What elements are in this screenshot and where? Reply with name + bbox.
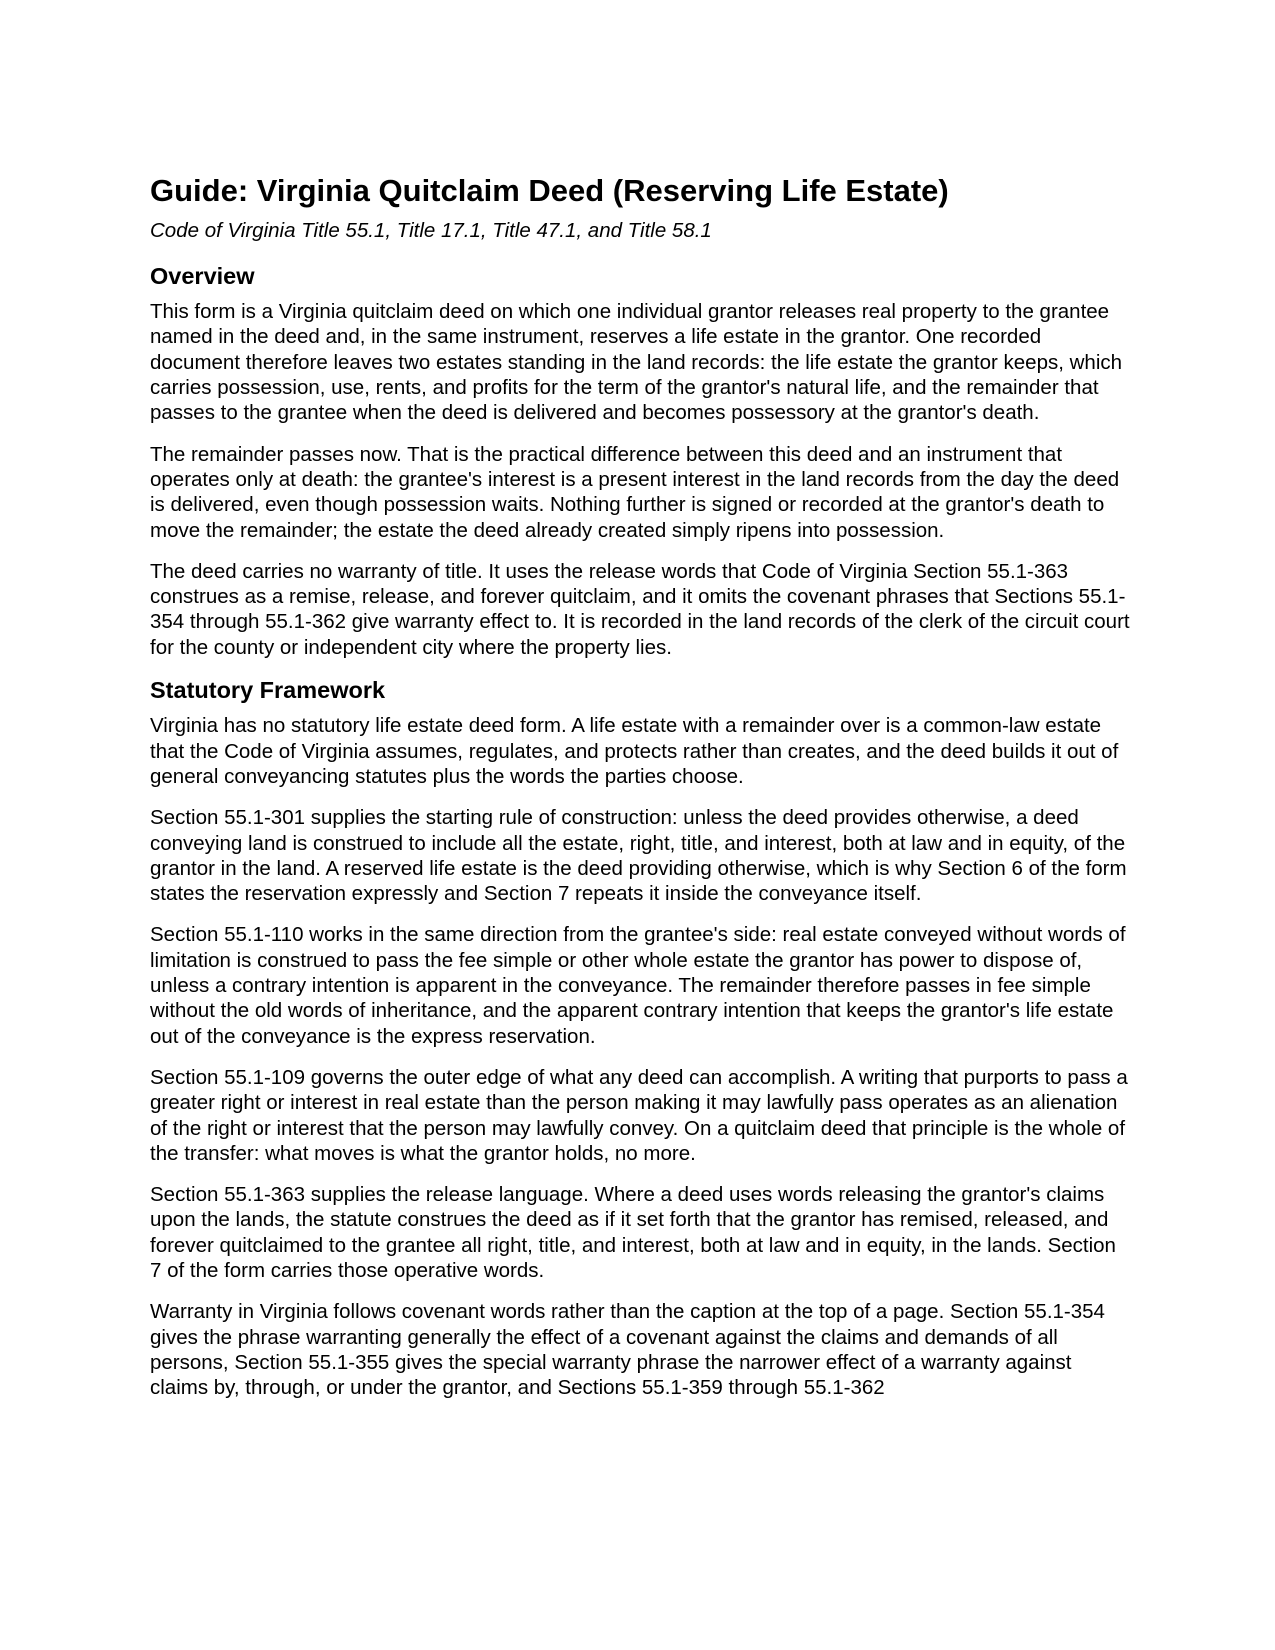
paragraph: Section 55.1-109 governs the outer edge of what any deed can accomplish. A writing that purports to pass a greater right or interest in real estate than the person making it may lawfully pass operates as an alienation of the right or interest that the person may lawfully convey. On a quitclaim deed that principle is the whole of the transfer: what moves is what the grantor holds, no more.	[150, 1065, 1128, 1165]
paragraph: The remainder passes now. That is the practical difference between this deed and an instrument that operates only at death: the grantee's interest is a present interest in the land records from the day the deed is delivered, even though possession waits. Nothing further is signed or recorded at the grantor's death to move the remainder; the estate the deed already created simply ripens into possession.	[150, 442, 1120, 542]
paragraph: Warranty in Virginia follows covenant words rather than the caption at the top of a page. Section 55.1-354 gives the phrase warranting generally the effect of a covenant against the claims and demands of all persons, Section 55.1-355 gives the special warranty phrase the narrower effect of a warranty against claims by, through, or under the grantor, and Sections 55.1-359 through 55.1-362	[150, 1300, 1105, 1400]
document-page	[150, 172, 1130, 1417]
paragraph: The deed carries no warranty of title. It uses the release words that Code of Virginia Section 55.1-363 construes as a remise, release, and forever quitclaim, and it omits the covenant phrases that Sections 55.1-354 through 55.1-362 give warranty effect to. It is recorded in the land records of the clerk of the circuit court for the county or independent city where the property lies.	[150, 559, 1130, 659]
paragraph: Section 55.1-301 supplies the starting rule of construction: unless the deed provides otherwise, a deed conveying land is construed to include all the estate, right, title, and interest, both at law and in equity, of the grantor in the land. A reserved life estate is the deed providing otherwise, which is why Section 6 of the form states the reservation expressly and Section 7 repeats it inside the conveyance itself.	[150, 806, 1127, 906]
page-subtitle: Code of Virginia Title 55.1, Title 17.1, Title 47.1, and Title 58.1	[150, 219, 712, 243]
paragraph: This form is a Virginia quitclaim deed on which one individual grantor releases real property to the grantee named in the deed and, in the same instrument, reserves a life estate in the grantor. One recorded document therefore leaves two estates standing in the land records: the life estate the grantor keeps, which carries possession, use, rents, and profits for the term of the grantor's natural life, and the remainder that passes to the grantee when the deed is delivered and becomes possessory at the grantor's death.	[150, 300, 1123, 425]
page-title: Guide: Virginia Quitclaim Deed (Reserving Life Estate)	[150, 173, 949, 208]
section-overview	[150, 262, 1130, 660]
paragraph: Section 55.1-110 works in the same direction from the grantee's side: real estate conveyed without words of limitation is construed to pass the fee simple or other whole estate the grantor has power to dispose of, unless a contrary intention is apparent in the conveyance. The remainder therefore passes in fee simple without the old words of inheritance, and the apparent contrary intention that keeps the grantor's life estate out of the conveyance is the express reservation.	[150, 923, 1126, 1048]
section-heading: Statutory Framework	[150, 677, 386, 704]
section-statutory-framework	[150, 676, 1130, 1401]
section-heading: Overview	[150, 262, 255, 289]
paragraph: Virginia has no statutory life estate deed form. A life estate with a remainder over is a common-law estate that the Code of Virginia assumes, regulates, and protects rather than creates, and the deed builds it out of general conveyancing statutes plus the words the parties choose.	[150, 714, 1119, 788]
paragraph: Section 55.1-363 supplies the release language. Where a deed uses words releasing the grantor's claims upon the lands, the statute construes the deed as if it set forth that the grantor has remised, released, and forever quitclaimed to the grantee all right, title, and interest, both at law and in equity, in the lands. Section 7 of the form carries those operative words.	[150, 1183, 1116, 1283]
